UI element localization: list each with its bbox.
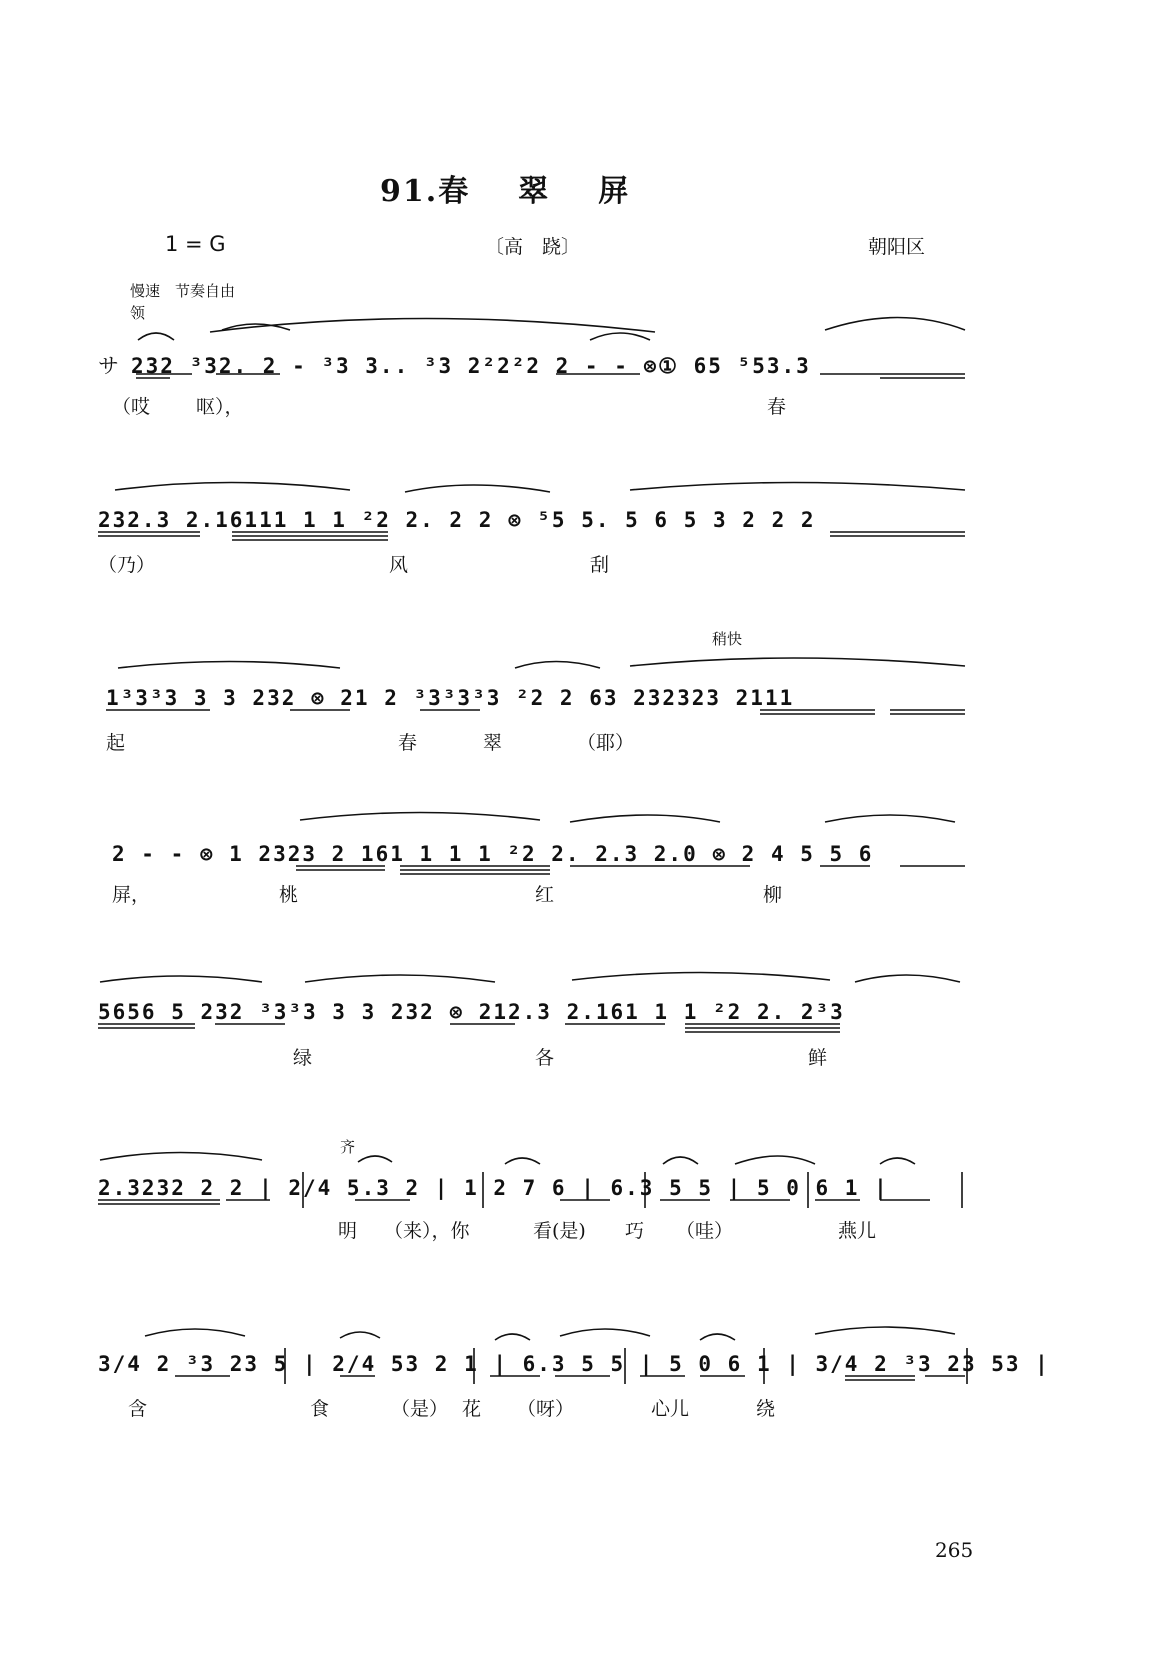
lyric: 刮 xyxy=(590,554,610,576)
slur xyxy=(663,1157,698,1164)
lyric: （呀） xyxy=(517,1398,575,1420)
slur xyxy=(118,662,340,669)
lyric: （耶） xyxy=(577,732,635,754)
lyric: 起 xyxy=(106,732,126,754)
lyric: 巧 xyxy=(625,1220,645,1242)
slur xyxy=(630,658,965,666)
slur xyxy=(630,483,965,491)
slur xyxy=(825,815,955,822)
score-row-1 xyxy=(98,350,811,380)
lyric: 屏， xyxy=(112,884,151,906)
lyric: 含 xyxy=(128,1398,148,1420)
slur xyxy=(405,485,550,492)
lyric: （是） xyxy=(391,1398,449,1420)
lyric: 春 xyxy=(767,396,787,418)
lyric: 呕）， xyxy=(196,396,244,418)
lyric: 鲜 xyxy=(808,1047,828,1069)
slur xyxy=(300,813,540,821)
slur xyxy=(222,324,290,330)
key-signature: 1 = G xyxy=(165,232,226,256)
lyric: 心儿 xyxy=(651,1398,690,1420)
slur xyxy=(855,975,960,982)
lyric: 看(是) xyxy=(533,1220,586,1242)
row-notation: 232.3 2.16111 1 1 ²2 2. 2 2 ⊗ ⁵5 5. 5 6 5 3 2 2 2 xyxy=(98,508,816,532)
slur xyxy=(505,1158,540,1164)
tempo-marking: 慢速 节奏自由 xyxy=(130,282,236,300)
page-number: 265 xyxy=(935,1538,974,1562)
row-prefix: サ xyxy=(98,354,121,378)
slur xyxy=(145,1329,245,1336)
slur xyxy=(358,1156,392,1162)
score-row-5 xyxy=(98,1000,845,1024)
slur xyxy=(138,333,174,340)
genre-label: 〔高 跷〕 xyxy=(485,236,581,258)
slur xyxy=(340,1332,380,1338)
row-notation: 232 ³32. 2 - ³3 3.. ³3 2²2²2 2 - - ⊗① 65 ⁵53.3 xyxy=(131,354,811,378)
row-notation: 2 - - ⊗ 1 2323 2 161 1 1 1 ²2 2. 2.3 2.0 ⊗ 2 4 5 5 6 xyxy=(112,842,874,866)
slur xyxy=(815,1327,955,1334)
row-notation: 5656 5 232 ³3³3 3 3 232 ⊗ 212.3 2.161 1 1 ²2 2. 2³3 xyxy=(98,1000,845,1024)
title-char-1: 春 xyxy=(438,174,471,209)
lyric: 春 xyxy=(398,732,418,754)
leader-marking: 领 xyxy=(130,304,146,322)
slur xyxy=(305,975,495,982)
lyric: （哇） xyxy=(676,1220,734,1242)
lyric: 燕儿 xyxy=(838,1220,877,1242)
lyric: 绕 xyxy=(756,1398,776,1420)
slur xyxy=(825,318,965,331)
slur xyxy=(100,1153,262,1161)
row-notation: 3/4 2 ³3 23 5 | 2/4 53 2 1 | 6.3 5 5 | 5 0 6 1 | 3/4 2 ³3 23 53 | xyxy=(98,1352,1050,1376)
slur xyxy=(515,662,600,669)
slur xyxy=(590,333,650,340)
slur xyxy=(100,976,262,982)
page-title xyxy=(380,166,630,210)
lyric: 翠 xyxy=(483,732,503,754)
slur xyxy=(735,1156,815,1164)
score-row-7 xyxy=(98,1352,1050,1376)
lyric: （哎 xyxy=(112,396,151,418)
lyric: 各 xyxy=(535,1047,555,1069)
title-number: 91. xyxy=(380,174,439,209)
slur xyxy=(700,1334,735,1340)
region-label: 朝阳区 xyxy=(868,236,926,258)
lyric: 明 xyxy=(338,1220,358,1242)
slur xyxy=(560,1329,650,1336)
lyric: （来），你 xyxy=(384,1220,470,1242)
slur xyxy=(880,1158,915,1164)
slur xyxy=(495,1334,530,1340)
row-notation: 2.3232 2 2 | 2/4 5.3 2 | 1 2 7 6 | 6.3 5 5 | 5 0 6 1 | xyxy=(98,1176,889,1200)
lyric: 桃 xyxy=(279,884,299,906)
score-row-3 xyxy=(106,686,794,710)
title-char-3: 屏 xyxy=(598,174,631,209)
slur xyxy=(572,973,830,981)
faster-marking: 稍快 xyxy=(712,630,743,648)
lyric: 食 xyxy=(310,1398,330,1420)
slur xyxy=(570,815,720,822)
score-row-2 xyxy=(98,508,816,532)
title-char-2: 翠 xyxy=(518,174,551,209)
score-row-6 xyxy=(98,1176,889,1200)
lyric: 花 xyxy=(462,1398,482,1420)
row-notation: 1³3³3 3 3 232 ⊗ 21 2 ³3³3³3 ²2 2 63 232323 2111 xyxy=(106,686,795,710)
lyric: 柳 xyxy=(763,884,783,906)
lyric: 风 xyxy=(389,554,409,576)
chorus-marking: 齐 xyxy=(340,1138,356,1156)
lyric: 绿 xyxy=(293,1047,313,1069)
lyric: 红 xyxy=(535,884,555,906)
slur xyxy=(115,483,350,491)
score-row-4 xyxy=(112,842,873,866)
lyric: （乃） xyxy=(98,554,156,576)
slur xyxy=(210,319,655,333)
